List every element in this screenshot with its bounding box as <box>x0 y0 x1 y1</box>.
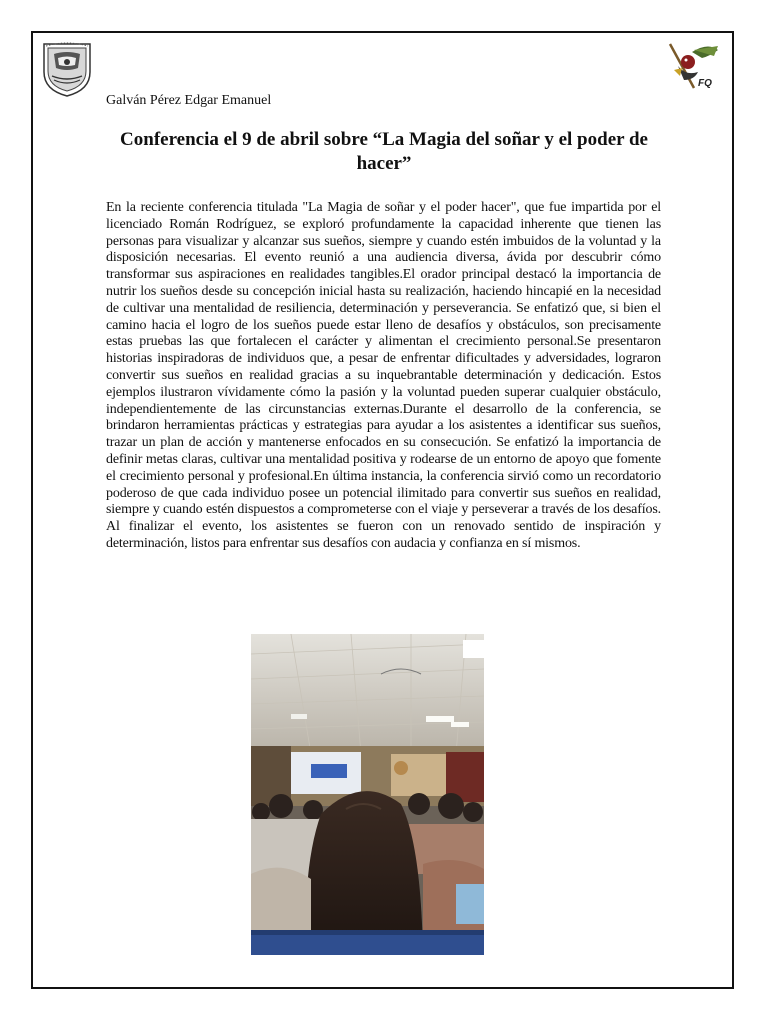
faculty-logo-text: FQ <box>698 78 712 89</box>
document-title: Conferencia el 9 de abril sobre “La Magia del soñar y el poder de hacer” <box>120 129 648 174</box>
faculty-mascot-icon <box>664 36 722 94</box>
document-body: En la reciente conferencia titulada "La Magia de soñar y el poder hacer", que fue impartida por el licenciado Román Rodríguez, se exploró profundamente la capacidad inherente que tienen las personas para visualizar y alcanzar sus sueños, siempre y cuando estén imbuidos de la voluntad y la disposición necesarias. El evento reunió a una audiencia diversa, ávida por descubrir cómo transformar sus aspiraciones en realidades tangibles.El orador principal destacó la importancia de nutrir los sueños desde su concepción inicial hasta su realización, haciendo hincapié en la necesidad de cultivar una mentalidad de resiliencia, determinación y perseverancia. Se enfatizó que, si bien el camino hacia el logro de los sueños puede estar lleno de desafíos y obstáculos, son precisamente estas pruebas las que fortalecen el carácter y alimentan el crecimiento personal.Se presentaron historias inspiradoras de individuos que, a pesar de enfrentar dificultades y adversidades, lograron convertir sus sueños en realidad gracias a su inquebrantable determinación y dedicación. Estos ejemplos ilustraron vívidamente cómo la pasión y la voluntad pueden superar cualquier obstáculo, independientemente de las circunstancias externas.Durante el desarrollo de la conferencia, se brindaron herramientas prácticas y estrategias para ayudar a los asistentes a identificar sus sueños, trazar un plan de acción y mantenerse enfocados en su consecución. Se enfatizó la importancia de definir metas claras, cultivar una mentalidad positiva y rodearse de un entorno de apoyo que fomente el crecimiento personal y profesional.En última instancia, la conferencia sirvió como un recordatorio poderoso de que cada individuo posee un potencial ilimitado para convertir sus sueños en realidad, siempre y cuando estén dispuestos a comprometerse con el viaje y perseverar a través de los desafíos. Al finalizar el evento, los asistentes se fueron con un renovado sentido de inspiración y determinación, listos para enfrentar sus desafíos con audacia y confianza en sí mismos. <box>106 200 661 551</box>
unam-seal-icon <box>40 38 94 98</box>
author-name: Galván Pérez Edgar Emanuel <box>106 93 272 108</box>
conference-audience-photo <box>251 634 484 955</box>
